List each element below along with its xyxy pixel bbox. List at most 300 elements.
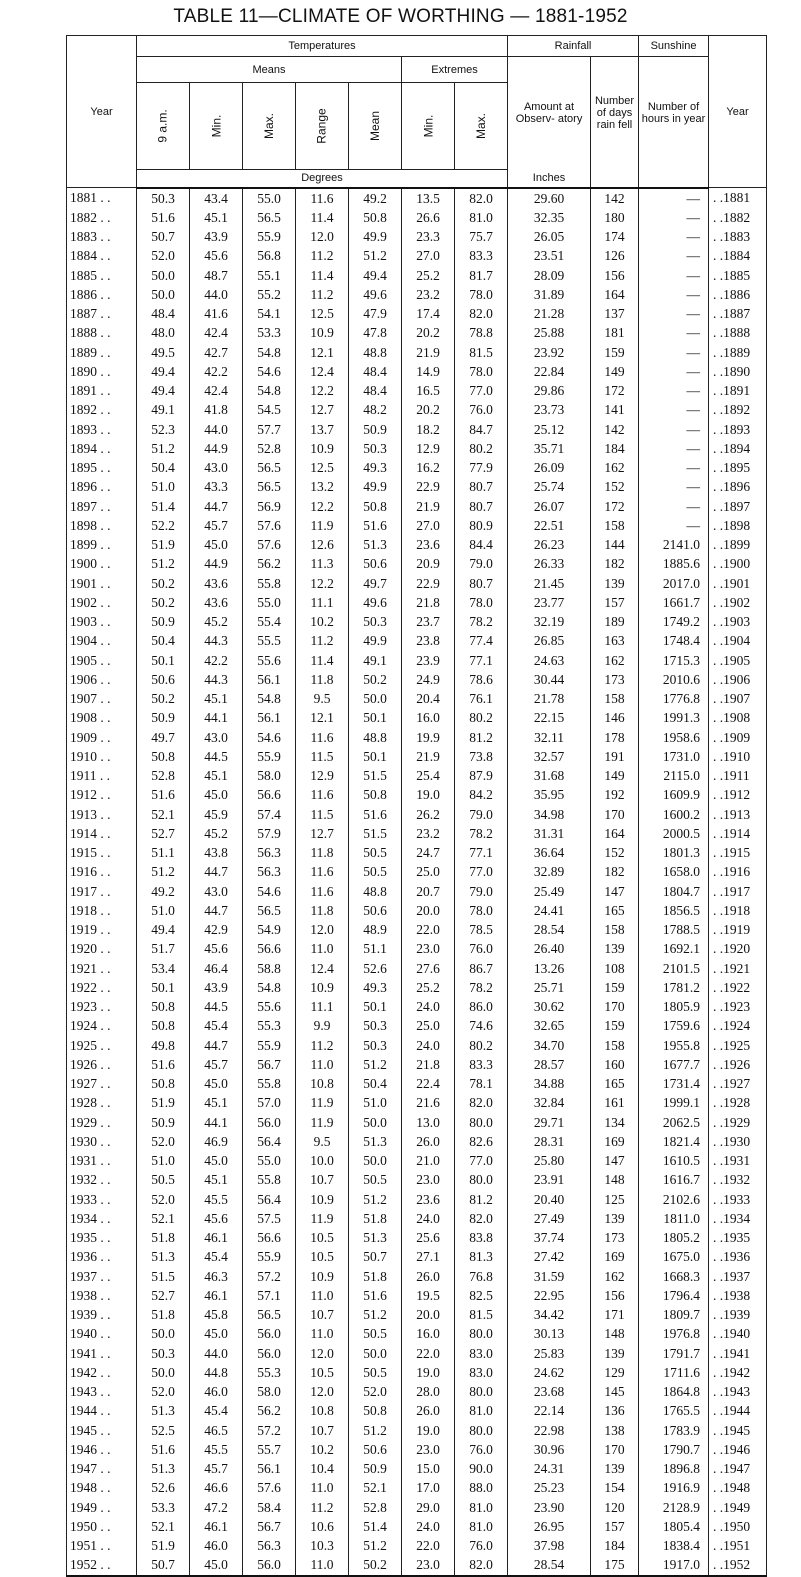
mean-9am-cell: 51.6 <box>137 785 190 804</box>
sunshine-hours-cell: 1796.4 <box>639 1286 709 1305</box>
year-cell: 1919 . . <box>67 920 137 939</box>
mean-9am-cell: 53.3 <box>137 1498 190 1517</box>
rain-days-cell: 164 <box>591 824 639 843</box>
rain-amount-cell: 26.95 <box>508 1517 591 1536</box>
mean-min-cell: 44.0 <box>190 285 243 304</box>
sunshine-hours-cell: 1838.4 <box>639 1536 709 1555</box>
rain-amount-cell: 23.92 <box>508 343 591 362</box>
rain-days-cell: 139 <box>591 1459 639 1478</box>
mean-range-cell: 11.2 <box>296 1036 349 1055</box>
extreme-min-cell: 19.0 <box>402 785 455 804</box>
mean-max-cell: 56.4 <box>243 1132 296 1151</box>
rain-amount-cell: 34.98 <box>508 805 591 824</box>
mean-range-cell: 10.6 <box>296 1517 349 1536</box>
year-header-right: Year <box>709 36 767 188</box>
mean-range-cell: 11.9 <box>296 1093 349 1112</box>
rain-days-cell: 184 <box>591 439 639 458</box>
mean-9am-cell: 51.3 <box>137 1401 190 1420</box>
extremes-header: Extremes <box>402 57 508 83</box>
year-cell: 1901 . . <box>67 574 137 593</box>
mean-range-cell: 10.3 <box>296 1536 349 1555</box>
mean-9am-cell: 50.1 <box>137 651 190 670</box>
mean-mean-cell: 50.3 <box>349 612 402 631</box>
mean-range-cell: 13.7 <box>296 420 349 439</box>
mean-max-cell: 54.8 <box>243 978 296 997</box>
mean-min-cell: 42.2 <box>190 651 243 670</box>
sunshine-hours-cell: 1600.2 <box>639 805 709 824</box>
rain-days-cell: 136 <box>591 1401 639 1420</box>
sunshine-hours-cell: 2101.5 <box>639 959 709 978</box>
mean-9am-cell: 50.2 <box>137 574 190 593</box>
extreme-min-cell: 29.0 <box>402 1498 455 1517</box>
sunshine-hours-cell: 2010.6 <box>639 670 709 689</box>
sunshine-hours-cell: — <box>639 400 709 419</box>
extreme-min-cell: 19.5 <box>402 1286 455 1305</box>
extreme-max-cell: 82.0 <box>455 1555 508 1575</box>
mean-mean-cell: 51.2 <box>349 1305 402 1324</box>
mean-mean-cell: 49.7 <box>349 574 402 593</box>
mean-mean-cell: 50.2 <box>349 1555 402 1575</box>
mean-max-cell: 54.6 <box>243 728 296 747</box>
year-cell: 1887 . . <box>67 304 137 323</box>
mean-range-cell: 12.5 <box>296 458 349 477</box>
mean-max-cell: 56.2 <box>243 554 296 573</box>
year-cell: 1897 . . <box>67 497 137 516</box>
mean-9am-cell: 50.9 <box>137 612 190 631</box>
extreme-min-cell: 17.4 <box>402 304 455 323</box>
extreme-min-cell: 25.0 <box>402 1016 455 1035</box>
mean-mean-cell: 50.5 <box>349 1363 402 1382</box>
rain-days-cell: 182 <box>591 862 639 881</box>
rain-amount-cell: 23.91 <box>508 1170 591 1189</box>
extreme-max-cell: 79.0 <box>455 554 508 573</box>
year-cell: 1908 . . <box>67 708 137 727</box>
year-right-cell: . .1937 <box>709 1267 767 1286</box>
extreme-max-cell: 81.2 <box>455 728 508 747</box>
extreme-max-cell: 78.0 <box>455 362 508 381</box>
rain-amount-cell: 23.77 <box>508 593 591 612</box>
year-right-cell: . .1951 <box>709 1536 767 1555</box>
sunshine-hours-cell: 1677.7 <box>639 1055 709 1074</box>
rain-amount-cell: 32.35 <box>508 208 591 227</box>
rain-days-cell: 173 <box>591 1228 639 1247</box>
mean-min-cell: 45.1 <box>190 689 243 708</box>
table-row <box>67 1267 767 1286</box>
extreme-min-cell: 26.6 <box>402 208 455 227</box>
rain-days-cell: 152 <box>591 477 639 496</box>
extreme-min-cell: 20.7 <box>402 882 455 901</box>
extreme-max-cell: 80.2 <box>455 1036 508 1055</box>
mean-mean-cell: 50.6 <box>349 1440 402 1459</box>
table-row <box>67 1324 767 1343</box>
mean-range-cell: 10.2 <box>296 612 349 631</box>
rain-amount-cell: 26.09 <box>508 458 591 477</box>
extreme-min-cell: 25.0 <box>402 862 455 881</box>
mean-range-cell: 11.6 <box>296 728 349 747</box>
extreme-min-cell: 21.6 <box>402 1093 455 1112</box>
rain-days-cell: 159 <box>591 1016 639 1035</box>
extreme-max-cell: 86.7 <box>455 959 508 978</box>
extreme-min-cell: 26.0 <box>402 1132 455 1151</box>
rain-days-cell: 182 <box>591 554 639 573</box>
extreme-max-cell: 78.0 <box>455 285 508 304</box>
year-cell: 1900 . . <box>67 554 137 573</box>
mean-max-cell: 56.6 <box>243 939 296 958</box>
mean-max-cell: 58.0 <box>243 766 296 785</box>
year-right-cell: . .1908 <box>709 708 767 727</box>
mean-9am-cell: 51.3 <box>137 1247 190 1266</box>
extreme-max-cell: 76.8 <box>455 1267 508 1286</box>
mean-9am-cell: 51.6 <box>137 1055 190 1074</box>
extreme-max-cell: 81.3 <box>455 1247 508 1266</box>
year-right-cell: . .1944 <box>709 1401 767 1420</box>
rain-amount-cell: 31.89 <box>508 285 591 304</box>
mean-9am-cell: 49.8 <box>137 1036 190 1055</box>
mean-9am-cell: 50.8 <box>137 1074 190 1093</box>
mean-min-cell: 44.1 <box>190 708 243 727</box>
extreme-max-cell: 81.2 <box>455 1190 508 1209</box>
rain-amount-cell: 22.51 <box>508 516 591 535</box>
mean-9am-cell: 50.1 <box>137 978 190 997</box>
year-right-cell: . .1919 <box>709 920 767 939</box>
table-row <box>67 901 767 920</box>
sunshine-hours-cell: 2141.0 <box>639 535 709 554</box>
year-cell: 1907 . . <box>67 689 137 708</box>
extreme-max-cell: 78.2 <box>455 612 508 631</box>
mean-mean-cell: 49.6 <box>349 593 402 612</box>
mean-min-cell: 47.2 <box>190 1498 243 1517</box>
rain-amount-cell: 24.31 <box>508 1459 591 1478</box>
extreme-min-cell: 19.9 <box>402 728 455 747</box>
mean-9am-header: 9 a.m. <box>137 83 190 170</box>
year-cell: 1888 . . <box>67 323 137 342</box>
extreme-min-cell: 22.4 <box>402 1074 455 1093</box>
year-right-cell: . .1909 <box>709 728 767 747</box>
sunshine-hours-cell: 1801.3 <box>639 843 709 862</box>
year-cell: 1909 . . <box>67 728 137 747</box>
rain-amount-cell: 29.71 <box>508 1113 591 1132</box>
extreme-max-cell: 80.0 <box>455 1113 508 1132</box>
sunshine-hours-cell: 2017.0 <box>639 574 709 593</box>
year-right-cell: . .1949 <box>709 1498 767 1517</box>
mean-9am-cell: 49.1 <box>137 400 190 419</box>
mean-range-cell: 10.9 <box>296 1190 349 1209</box>
year-right-cell: . .1942 <box>709 1363 767 1382</box>
year-cell: 1951 . . <box>67 1536 137 1555</box>
mean-max-cell: 58.4 <box>243 1498 296 1517</box>
rain-days-cell: 162 <box>591 458 639 477</box>
rain-days-cell: 147 <box>591 882 639 901</box>
extreme-min-cell: 23.2 <box>402 824 455 843</box>
rain-amount-cell: 23.68 <box>508 1382 591 1401</box>
year-right-cell: . .1945 <box>709 1421 767 1440</box>
mean-max-cell: 56.0 <box>243 1555 296 1575</box>
mean-min-cell: 44.7 <box>190 1036 243 1055</box>
extreme-max-cell: 79.0 <box>455 882 508 901</box>
mean-mean-cell: 50.1 <box>349 747 402 766</box>
extreme-max-cell: 82.0 <box>455 304 508 323</box>
mean-mean-cell: 50.0 <box>349 1344 402 1363</box>
mean-mean-cell: 50.3 <box>349 1036 402 1055</box>
rain-amount-cell: 34.70 <box>508 1036 591 1055</box>
sunshine-hours-cell: 1759.6 <box>639 1016 709 1035</box>
mean-mean-cell: 51.8 <box>349 1267 402 1286</box>
year-right-cell: . .1901 <box>709 574 767 593</box>
mean-9am-cell: 52.1 <box>137 805 190 824</box>
year-cell: 1890 . . <box>67 362 137 381</box>
table-row <box>67 1382 767 1401</box>
year-right-cell: . .1893 <box>709 420 767 439</box>
year-cell: 1893 . . <box>67 420 137 439</box>
mean-9am-cell: 53.4 <box>137 959 190 978</box>
year-right-cell: . .1902 <box>709 593 767 612</box>
rain-days-cell: 189 <box>591 612 639 631</box>
extreme-min-cell: 16.0 <box>402 708 455 727</box>
mean-range-cell: 11.2 <box>296 246 349 265</box>
mean-min-cell: 44.0 <box>190 1344 243 1363</box>
year-cell: 1931 . . <box>67 1151 137 1170</box>
table-row <box>67 1036 767 1055</box>
sunshine-hours-cell: 1711.6 <box>639 1363 709 1382</box>
mean-mean-cell: 50.8 <box>349 1401 402 1420</box>
year-cell: 1902 . . <box>67 593 137 612</box>
year-cell: 1946 . . <box>67 1440 137 1459</box>
mean-min-cell: 44.5 <box>190 747 243 766</box>
extreme-max-cell: 77.9 <box>455 458 508 477</box>
extreme-max-cell: 80.7 <box>455 477 508 496</box>
sunshine-hours-cell: 2062.5 <box>639 1113 709 1132</box>
rain-amount-cell: 22.98 <box>508 1421 591 1440</box>
mean-min-cell: 41.6 <box>190 304 243 323</box>
mean-range-cell: 12.4 <box>296 959 349 978</box>
extreme-max-cell: 77.4 <box>455 631 508 650</box>
year-cell: 1913 . . <box>67 805 137 824</box>
rain-amount-cell: 30.44 <box>508 670 591 689</box>
mean-max-cell: 55.0 <box>243 188 296 208</box>
extreme-min-cell: 27.1 <box>402 1247 455 1266</box>
year-cell: 1916 . . <box>67 862 137 881</box>
year-cell: 1940 . . <box>67 1324 137 1343</box>
extreme-min-cell: 23.6 <box>402 1190 455 1209</box>
year-right-cell: . .1924 <box>709 1016 767 1035</box>
mean-9am-cell: 50.8 <box>137 1016 190 1035</box>
mean-9am-cell: 50.9 <box>137 1113 190 1132</box>
extreme-min-cell: 17.0 <box>402 1478 455 1497</box>
year-cell: 1949 . . <box>67 1498 137 1517</box>
year-right-cell: . .1905 <box>709 651 767 670</box>
mean-max-cell: 56.5 <box>243 901 296 920</box>
mean-mean-cell: 49.1 <box>349 651 402 670</box>
mean-mean-cell: 50.6 <box>349 901 402 920</box>
rain-amount-header: Amount at Observ- atory <box>508 57 591 170</box>
mean-mean-cell: 51.2 <box>349 246 402 265</box>
extreme-min-cell: 23.0 <box>402 1170 455 1189</box>
year-right-cell: . .1950 <box>709 1517 767 1536</box>
rain-days-cell: 142 <box>591 188 639 208</box>
table-row <box>67 1286 767 1305</box>
extreme-max-cell: 82.6 <box>455 1132 508 1151</box>
mean-range-cell: 11.3 <box>296 554 349 573</box>
table-row <box>67 612 767 631</box>
table-row <box>67 978 767 997</box>
mean-range-cell: 11.4 <box>296 266 349 285</box>
rain-amount-cell: 32.89 <box>508 862 591 881</box>
mean-9am-cell: 51.2 <box>137 862 190 881</box>
sunshine-hours-cell: — <box>639 439 709 458</box>
extreme-max-cell: 75.7 <box>455 227 508 246</box>
year-right-cell: . .1884 <box>709 246 767 265</box>
mean-min-cell: 42.2 <box>190 362 243 381</box>
table-row <box>67 304 767 323</box>
rain-days-cell: 162 <box>591 1267 639 1286</box>
sunshine-hours-cell: 1765.5 <box>639 1401 709 1420</box>
table-row <box>67 554 767 573</box>
table-row <box>67 824 767 843</box>
mean-min-cell: 46.3 <box>190 1267 243 1286</box>
extreme-max-cell: 80.0 <box>455 1421 508 1440</box>
sunshine-hours-cell: 1692.1 <box>639 939 709 958</box>
extreme-max-cell: 84.2 <box>455 785 508 804</box>
extreme-min-cell: 23.0 <box>402 939 455 958</box>
mean-mean-cell: 50.3 <box>349 1016 402 1035</box>
mean-min-cell: 46.4 <box>190 959 243 978</box>
table-row <box>67 747 767 766</box>
rain-amount-cell: 31.59 <box>508 1267 591 1286</box>
year-right-cell: . .1892 <box>709 400 767 419</box>
mean-mean-cell: 48.8 <box>349 882 402 901</box>
rain-days-cell: 126 <box>591 246 639 265</box>
year-right-cell: . .1946 <box>709 1440 767 1459</box>
table-row <box>67 728 767 747</box>
mean-max-cell: 56.5 <box>243 208 296 227</box>
rain-amount-cell: 25.23 <box>508 1478 591 1497</box>
mean-max-cell: 54.8 <box>243 381 296 400</box>
mean-max-header: Max. <box>243 83 296 170</box>
table-row <box>67 246 767 265</box>
mean-mean-cell: 51.2 <box>349 1536 402 1555</box>
table-row <box>67 381 767 400</box>
year-right-cell: . .1948 <box>709 1478 767 1497</box>
table-row <box>67 651 767 670</box>
extreme-min-cell: 23.9 <box>402 651 455 670</box>
mean-min-cell: 45.6 <box>190 246 243 265</box>
year-cell: 1899 . . <box>67 535 137 554</box>
rain-days-cell: 149 <box>591 362 639 381</box>
rain-days-cell: 180 <box>591 208 639 227</box>
mean-mean-cell: 47.9 <box>349 304 402 323</box>
table-row <box>67 1074 767 1093</box>
sunshine-hours-cell: 1885.6 <box>639 554 709 573</box>
sunshine-hours-cell: — <box>639 323 709 342</box>
mean-min-cell: 44.7 <box>190 497 243 516</box>
sunshine-hours-cell: 1609.9 <box>639 785 709 804</box>
mean-9am-cell: 50.6 <box>137 670 190 689</box>
mean-mean-cell: 49.2 <box>349 188 402 208</box>
mean-range-cell: 12.6 <box>296 535 349 554</box>
extreme-max-cell: 83.8 <box>455 1228 508 1247</box>
rain-amount-cell: 37.98 <box>508 1536 591 1555</box>
sunshine-header: Sunshine <box>639 36 709 57</box>
rain-days-cell: 181 <box>591 323 639 342</box>
mean-9am-cell: 48.4 <box>137 304 190 323</box>
mean-min-cell: 45.6 <box>190 1209 243 1228</box>
table-row <box>67 631 767 650</box>
extreme-max-cell: 80.7 <box>455 497 508 516</box>
sunshine-hours-cell: 1809.7 <box>639 1305 709 1324</box>
mean-max-cell: 55.8 <box>243 1170 296 1189</box>
mean-range-cell: 12.1 <box>296 708 349 727</box>
extreme-min-cell: 13.5 <box>402 188 455 208</box>
mean-max-cell: 54.8 <box>243 689 296 708</box>
table-row <box>67 1440 767 1459</box>
rain-days-cell: 147 <box>591 1151 639 1170</box>
mean-mean-cell: 49.3 <box>349 978 402 997</box>
sunshine-hours-cell: 1658.0 <box>639 862 709 881</box>
year-right-cell: . .1928 <box>709 1093 767 1112</box>
mean-range-cell: 11.5 <box>296 805 349 824</box>
year-right-cell: . .1897 <box>709 497 767 516</box>
year-cell: 1943 . . <box>67 1382 137 1401</box>
mean-9am-cell: 49.7 <box>137 728 190 747</box>
sunshine-hours-cell: 2128.9 <box>639 1498 709 1517</box>
extreme-max-cell: 82.0 <box>455 1093 508 1112</box>
extreme-min-cell: 21.0 <box>402 1151 455 1170</box>
mean-mean-cell: 50.9 <box>349 1459 402 1478</box>
mean-max-cell: 56.6 <box>243 1228 296 1247</box>
table-row <box>67 362 767 381</box>
extreme-min-cell: 20.4 <box>402 689 455 708</box>
rain-days-cell: 142 <box>591 420 639 439</box>
mean-range-cell: 10.8 <box>296 1401 349 1420</box>
rain-days-cell: 158 <box>591 920 639 939</box>
rain-days-cell: 175 <box>591 1555 639 1575</box>
rain-amount-cell: 31.68 <box>508 766 591 785</box>
rain-amount-cell: 23.90 <box>508 1498 591 1517</box>
mean-mean-cell: 49.4 <box>349 266 402 285</box>
table-row <box>67 1170 767 1189</box>
rain-amount-cell: 32.65 <box>508 1016 591 1035</box>
rain-amount-cell: 30.13 <box>508 1324 591 1343</box>
mean-9am-cell: 51.0 <box>137 1151 190 1170</box>
mean-mean-cell: 50.2 <box>349 670 402 689</box>
year-cell: 1950 . . <box>67 1517 137 1536</box>
mean-min-cell: 43.0 <box>190 458 243 477</box>
mean-mean-cell: 47.8 <box>349 323 402 342</box>
mean-min-cell: 48.7 <box>190 266 243 285</box>
mean-max-cell: 56.2 <box>243 1401 296 1420</box>
mean-max-cell: 56.5 <box>243 458 296 477</box>
extreme-max-cell: 86.0 <box>455 997 508 1016</box>
year-cell: 1948 . . <box>67 1478 137 1497</box>
mean-range-cell: 11.0 <box>296 939 349 958</box>
mean-9am-cell: 52.3 <box>137 420 190 439</box>
rain-amount-cell: 32.19 <box>508 612 591 631</box>
year-right-cell: . .1889 <box>709 343 767 362</box>
extreme-max-cell: 78.8 <box>455 323 508 342</box>
rain-amount-cell: 34.88 <box>508 1074 591 1093</box>
rain-days-cell: 170 <box>591 997 639 1016</box>
mean-max-cell: 56.7 <box>243 1517 296 1536</box>
rain-days-cell: 191 <box>591 747 639 766</box>
extreme-min-cell: 23.8 <box>402 631 455 650</box>
mean-max-cell: 57.5 <box>243 1209 296 1228</box>
year-cell: 1885 . . <box>67 266 137 285</box>
mean-9am-cell: 52.0 <box>137 1132 190 1151</box>
rain-days-cell: 156 <box>591 266 639 285</box>
rain-days-cell: 162 <box>591 651 639 670</box>
rain-days-cell: 170 <box>591 805 639 824</box>
sunshine-hours-cell: 1675.0 <box>639 1247 709 1266</box>
